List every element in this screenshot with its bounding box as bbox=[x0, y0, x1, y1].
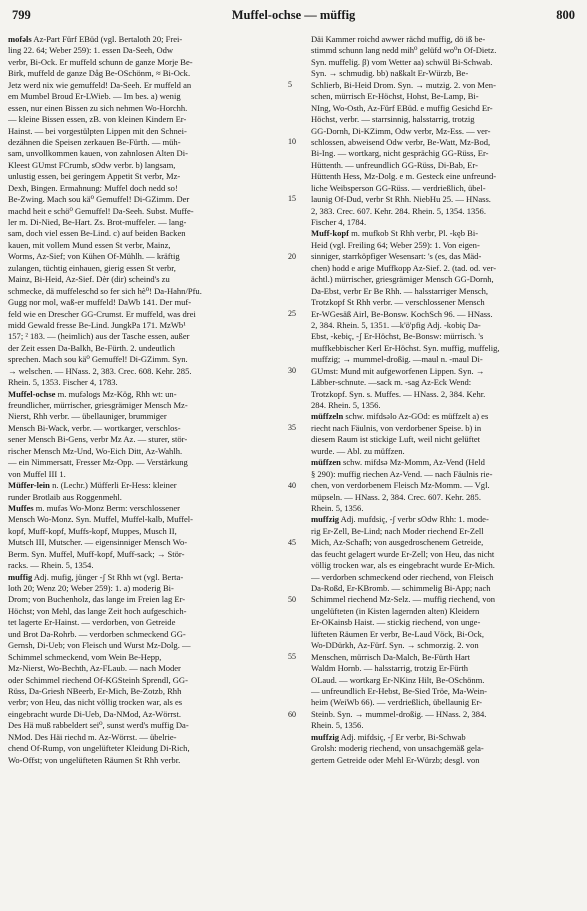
text-line: Mainz, Bi-Heid, Az-Sief. Dèr (dir) scheind's zu bbox=[8, 274, 170, 285]
right-column bbox=[311, 34, 583, 766]
text-line: → welschen. — HNass. 2, 383. Crec. 608. Kehr. 285. bbox=[8, 365, 192, 376]
text-line: Mensch Wo-Monz. Syn. Muffel, Muffel-kalb, Muffel- bbox=[8, 514, 194, 525]
text-line: Fischer 4, 1784. bbox=[311, 217, 367, 227]
text-line: Nierst, Rhh verbr. — übellauniger, brummiger bbox=[8, 411, 167, 422]
text-line: Schlierb, Bi-Heid Drom. Syn. → mutzig. 2. von Men- bbox=[311, 79, 496, 90]
text-line: Drom; von Buchenholz, das lange im Freien lag Er- bbox=[8, 594, 186, 605]
text-line: freundlicher, mürrischer, griesgrämiger Mensch Mz- bbox=[8, 400, 188, 410]
text-line: em Mumbel Broud Er-LWieb. — Im bes. a) wenig bbox=[8, 91, 181, 102]
text-line: Birk, muffeld de ganze Dåg Be-OSchönm, ≈ Bi-Ock. bbox=[8, 68, 191, 79]
text-line: liche Weibsperson GG-Rüss. — verdrießlich, übel- bbox=[311, 182, 486, 193]
text-line: Wo-DDürkh, Az-Fürf. Syn. → schmorzig. 2. von bbox=[311, 640, 479, 651]
headword: müffzen bbox=[311, 457, 341, 468]
headword: Müffer-lein bbox=[8, 480, 50, 491]
text-line: das feucht gelagert wurde Er-Zell; von Heu, das nicht bbox=[311, 548, 495, 559]
text-line: gertem Getreide oder Mehl Er-Würzb; desgl. von bbox=[311, 754, 480, 765]
text-line: Syn. → schmudig. bb) naßkalt Er-Würzb, Be- bbox=[311, 68, 469, 79]
text-line: — ein Nimmersatt, Fresser Mz-Opp. — Verstärkung bbox=[8, 457, 188, 468]
text-line: GUmst: Mund mit aufgeworfenen Lippen. Syn. → bbox=[311, 365, 485, 376]
text-line: sprechen. Mach sou kä⁰ Gemuffel! Di-GZimm. Syn. bbox=[8, 354, 188, 365]
headword: müffzeln bbox=[311, 411, 344, 422]
text-line: ler m. Di-Nied, Be-Hart. Zs. Brot-muffeler. — lang- bbox=[8, 217, 187, 227]
text-line: diesem Raum ist stickige Luft, weil nicht gelüftet bbox=[311, 434, 481, 445]
line-number: 50 bbox=[288, 595, 296, 605]
line-number: 35 bbox=[288, 423, 296, 433]
line-number: 40 bbox=[288, 480, 296, 490]
text-line: Worms, Az-Sief; von Kühen Of-Mühlh. — kräftig bbox=[8, 251, 180, 262]
text-line: Steinb. Syn. → mummel-droßig. — HNass. 2, 384. bbox=[311, 708, 487, 719]
text-line: feld wie en Drescher GG-Crumst. Er muffeld, was drei bbox=[8, 308, 196, 319]
line-number: 55 bbox=[288, 652, 296, 662]
text-line: Be-Zwing. Mach sou kä⁰ Gemuffel! Di-GZimm. Der bbox=[8, 194, 190, 205]
text-line: ächtl.) mürrischer, griesgrämiger Mensch GG-Dornh, bbox=[311, 274, 494, 285]
text-line: machd heit e schö⁰ Gemuffel! Da-Seeh. Subst. Muffe- bbox=[8, 205, 194, 216]
running-title: Muffel-ochse — müffig bbox=[231, 8, 356, 22]
text-line: Müffer-lein n. (Lechr.) Müfferli Er-Hess: kleiner bbox=[8, 480, 177, 491]
text-line: 284. Rhein. 5, 1356. bbox=[311, 400, 381, 410]
text-line: Hüttenth. — unfreundlich GG-Rüss, Di-Bab, Er- bbox=[311, 159, 478, 170]
text-line: unlustig essen, bei geringem Appetit St verbr, Mz- bbox=[8, 171, 181, 182]
text-line: Trotzkopf St Rhh verbr. — verschlossener Mensch bbox=[311, 297, 485, 308]
text-line: müffzeln schw. mifdsəlo Az-GOd: es müffzelt a) es bbox=[311, 411, 489, 422]
text-line: sener Mensch Bi-Gens, verbr Mz Az. — sturer, stör- bbox=[8, 434, 188, 445]
text-line: Ebst, -kebiç, -ʃ Er-Höchst, Be-Bonsw: mürrisch. 's bbox=[311, 331, 484, 342]
text-line: Mensch Bi-Wack, verbr. — wortkarger, verschlos- bbox=[8, 422, 181, 433]
line-number: 5 bbox=[288, 79, 292, 89]
text-line: muffzig; → mummel-droßig. —maul n. -maul Di- bbox=[311, 354, 483, 365]
text-line: runder Brotlaib aus Roggenmehl. bbox=[8, 491, 122, 502]
text-line: 2, 383. Crec. 607. Kehr. 284. Rhein. 5, 1354. 1356. bbox=[311, 205, 486, 216]
line-number: 30 bbox=[288, 366, 296, 376]
text-line: Muffes m. mufəs Wo-Monz Berm: verschlossener bbox=[8, 502, 180, 513]
text-line: Menschen, mürrisch Da-Malch, Be-Fürth Hart bbox=[311, 651, 471, 662]
text-line: rig Er-Zell, Be-Lind; nach Moder riechend Er-Zell bbox=[311, 525, 484, 536]
text-line: racks. — Rhein. 5, 1354. bbox=[8, 560, 94, 571]
text-line: Höchst; von Mehl, das lange Zeit hoch aufgeschich- bbox=[8, 605, 187, 616]
text-line: Er-WGesäß Airl, Be-Bonsw. KochSch 96. — HNass. bbox=[311, 308, 493, 319]
text-line: Muffel-ochse m. mufəlogs Mz-Kög, Rhh wt: un- bbox=[8, 388, 177, 399]
line-number: 45 bbox=[288, 537, 296, 547]
text-line: müpseln. — HNass. 2, 384. Crec. 607. Kehr. 285. bbox=[311, 491, 481, 502]
text-line: rischer Mensch Mz-Und, Wo-Eich Ditt, Az-Wahlh. bbox=[8, 445, 183, 456]
text-line: OLaud. — wortkarg Er-NKinz Hilt, Be-OSchönm. bbox=[311, 674, 485, 685]
text-line: midd Gewald fresse Be-Lind. JungkPa 171. MzWb¹ bbox=[8, 319, 186, 330]
text-line: dezähnen die Speisen zerkauen Be-Fürth. — müh- bbox=[8, 136, 181, 147]
text-line: essen, nur einen Bissen zu sich nehmen Wo-Horchh. bbox=[8, 102, 188, 113]
text-line: Da-Roßd, Er-KBromb. — schimmelig Bi-App; nach bbox=[311, 583, 491, 593]
text-line: Mz-Nierst, Wo-Bechth, Az-FLaub. — nach Moder bbox=[8, 663, 181, 674]
text-line: Mich, Az-Schafh; von ausgedroschenem Getreide, bbox=[311, 537, 484, 548]
text-line: Lä̈bber-schnute. —sack m. -sag Az-Eck Wend: bbox=[311, 377, 472, 388]
text-line: verbr, Bi-Ock. Er muffeld schunn de ganze Morje Be- bbox=[8, 56, 193, 67]
text-line: schmecke, dä muffeleschd so fer sich hè⁰! Da-Hahn/Pfu. bbox=[8, 285, 202, 296]
text-line: sinniger, starrköpfiger Wesensart: 's (es, das Mäd- bbox=[311, 251, 482, 262]
text-line: zulangen, tüchtig einhauen, gierig essen St verbr, bbox=[8, 262, 176, 273]
text-line: kopf, Muff-kopf, Muffs-kopf, Muppes, Musch II, bbox=[8, 525, 177, 536]
text-line: Däi Kammer roichd awwer rächd muffig, dö iß be- bbox=[311, 34, 486, 44]
text-line: Heid (vgl. Freiling 64; Weber 259): 1. Von eigen- bbox=[311, 239, 480, 250]
text-line: Syn. muffelig. β) vom Wetter aa) schwül Bi-Schwab. bbox=[311, 56, 493, 67]
text-line: kauen, mit vollem Mund essen St verbr, Mainz, bbox=[8, 239, 171, 250]
text-line: muffzig Adj. mufdsiç, -ʃ verbr sOdw Rhh: 1. mode- bbox=[311, 514, 489, 525]
text-line: von Muffel III 1. bbox=[8, 468, 66, 479]
text-line: oder Schimmel riechend Of-KGSteinh Sprendl, GG- bbox=[8, 674, 188, 685]
headword: Muffes bbox=[8, 502, 34, 513]
text-line: eingebracht wurde Di-Ueb, Da-NMod, Az-Wörrst. bbox=[8, 708, 182, 719]
text-line: Rhein. 5, 1353. Fischer 4, 1783. bbox=[8, 377, 118, 388]
text-line: 157; ² 183. — (heimlich) aus der Tasche essen, außer bbox=[8, 331, 190, 342]
text-line: Grolsh: moderig riechend, von unsachgemäß gela- bbox=[311, 743, 484, 754]
text-line: NMod. Des Häi riechd m. Az-Wörrst. — übelrie- bbox=[8, 731, 177, 742]
text-line: Schimmel schmeckend, vom Wein Be-Hepp, bbox=[8, 651, 162, 662]
text-line: ungelüfteten (in Kisten lagernden alten) Kleidern bbox=[311, 605, 480, 616]
line-number: 60 bbox=[288, 709, 296, 719]
text-line: 2, 384. Rhein. 5, 1351. —k'ö'pfig Adj. -kobiç Da- bbox=[311, 319, 481, 330]
text-line: der Zeit essen Da-Balkh, Be-Fürth. 2. undeutlich bbox=[8, 342, 175, 353]
text-line: Trotzkopf. Syn. s. Muffes. — HNass. 2, 384. Kehr. bbox=[311, 388, 486, 399]
text-line: chend Of-Rump, von ungelüfteter Kleidung Di-Rich, bbox=[8, 743, 190, 754]
text-line: Kleest GUmst FCrumb, sOdw verbr. b) langsam, bbox=[8, 159, 176, 170]
text-line: riecht nach Fäulnis, von verdorbener Speise. b) in bbox=[311, 422, 482, 433]
text-line: — verdorben schmeckend oder riechend, von Fleisch bbox=[311, 571, 494, 582]
text-line: Des Hä muß rabbeldert sei⁰, sunst werd's muffig Da- bbox=[8, 720, 189, 731]
text-line: Wo-Offst; von ungelüfteten Räumen St Rhh verbr. bbox=[8, 754, 181, 765]
text-line: chen, von verdorbenem Fleisch Mz-Momm. — Vgl. bbox=[311, 480, 490, 491]
text-line: Hainst. — bei vorgestülpten Lippen mit den Schnei- bbox=[8, 125, 187, 136]
text-line: Dexh, Bingen. Ermahnung: Muffel doch nedd so! bbox=[8, 182, 178, 193]
text-line: müffzen schw. mifdsə Mz-Momm, Az-Vend (Held bbox=[311, 457, 485, 468]
text-line: Gernsh, Di-Ueb; von Fleisch und Wurst Mz-Dolg. — bbox=[8, 640, 191, 651]
text-line: sam, unvollkommen kauen, von zahnlosen Alten Di- bbox=[8, 148, 188, 159]
text-line: Rhein. 5, 1356. bbox=[311, 720, 364, 731]
headword: Muffel-ochse bbox=[8, 388, 56, 399]
text-line: Gugg nor mol, waß-er muffeld! DaWb 141. Der muf- bbox=[8, 297, 192, 308]
text-line: wurde. — Abl. zu müffzen. bbox=[311, 445, 405, 456]
text-line: und Brot Da-Rohrb. — verdorben schmeckend GG- bbox=[8, 628, 186, 639]
text-line: Jetz werd nix wie gemuffeld! Da-Seeh. Er muffeld an bbox=[8, 79, 192, 90]
text-line: Er-OKainsb Haist. — stickig riechend, von unge- bbox=[311, 617, 481, 628]
line-number: 10 bbox=[288, 137, 296, 147]
text-line: muffkebbischer Kerl Er-Höchst. Syn. muffig, muffelig, bbox=[311, 342, 500, 353]
text-line: sam, doch viel essen Be-Lind. c) auf beiden Backen bbox=[8, 228, 186, 239]
headword: muffzig bbox=[311, 731, 340, 742]
text-line: muffig Adj. mufig, jünger -ʃ St Rhh wt (vgl. Berta- bbox=[8, 571, 184, 582]
text-line: völlig trocken war, als es eingebracht wurde Er-Mich. bbox=[311, 560, 495, 571]
text-line: Höchst, verbr. — starrsinnig, halsstarrig, trotzig bbox=[311, 114, 475, 125]
text-line: — kleine Bissen essen, zB. von kleinen Kindern Er- bbox=[8, 114, 187, 125]
text-line: NIng, Wo-Osth, Az-Fürf EBüd. e muffig Gesichd Er- bbox=[311, 102, 493, 113]
line-number: 20 bbox=[288, 251, 296, 261]
text-line: § 290): muffig riechen Az-Vend. — nach Fäulnis rie- bbox=[311, 468, 493, 479]
text-line: Berm. Syn. Muffel, Muff-kopf, Muff-sack; → Stör- bbox=[8, 548, 185, 559]
text-line: chen) hodd e arige Muffkopp Az-Sief. 2. (tad. od. ver- bbox=[311, 262, 497, 273]
text-line: lüfteten Räumen Er verbr, Be-Laud Vöck, Bi-Ock, bbox=[311, 628, 484, 639]
headword: muffzig bbox=[311, 514, 340, 525]
text-line: Muff-kopf m. mufkob St Rhh verbr, Pl. -kęb Bi- bbox=[311, 228, 479, 239]
left-column bbox=[8, 34, 278, 766]
text-line: Waldm Hornb. — halsstarrig, trotzig Er-Fürth bbox=[311, 663, 468, 674]
text-line: Hüttenth Hess, Mz-Dolg. e m. Gesteck eine unfreund- bbox=[311, 171, 497, 182]
text-line: schen, mürrisch Er-Höchst, Hohst, Be-Lamp, Bi- bbox=[311, 91, 479, 102]
text-line: — unfreundlich Er-Hebst, Be-Sied Tröe, Ma-Wein- bbox=[311, 685, 487, 696]
page-number-left: 799 bbox=[12, 8, 31, 22]
text-line: ling 22. 64; Weber 259): 1. essen Da-Seeh, Odw bbox=[8, 45, 174, 56]
text-line: Rhein. 5, 1356. bbox=[311, 502, 364, 513]
text-line: Bi-Ing. — wortkarg, nicht gesprächig GG-Rüss, Er- bbox=[311, 148, 489, 159]
headword: Muff-kopf bbox=[311, 228, 349, 239]
text-line: Mutsch III, Mutscher. — eigensinniger Mensch Wo- bbox=[8, 537, 188, 548]
text-line: Schimmel riechend Mz-Selz. — muffig riechend, von bbox=[311, 594, 496, 605]
text-line: schlossen, abweisend Odw verbr, Be-Watt, Mz-Bod, bbox=[311, 136, 491, 147]
text-line: mofəls Az-Part Fürf EBüd (vgl. Bertaloth 20; Frei- bbox=[8, 34, 183, 44]
text-line: muffzig Adj. mifdsiç, -ʃ Er verbr, Bi-Schwab bbox=[311, 731, 466, 742]
text-line: verbr; von Heu, das nicht völlig trocken war, als es bbox=[8, 697, 183, 708]
page-number-right: 800 bbox=[556, 8, 575, 22]
text-line: GG-Dornh, Di-KZimm, Odw verbr, Mz-Ess. — ver- bbox=[311, 125, 491, 136]
line-number: 15 bbox=[288, 194, 296, 204]
text-line: Rüss, Da-Griesh NBeerb, Er-Mich, Be-Zotzb, Rhh bbox=[8, 685, 182, 696]
text-line: loth 20; Wenz 20; Weber 259): 1. a) moderig Bi- bbox=[8, 583, 174, 593]
text-line: Da-Ebst, verbr Er Be Rhh. — halsstarriger Mensch, bbox=[311, 285, 489, 296]
headword: mofəls bbox=[8, 34, 32, 44]
text-line: stimmd schunn lang nedd mih⁰ gelüfd wo⁰n Of-Dietz. bbox=[311, 45, 497, 56]
headword: muffig bbox=[8, 571, 33, 582]
page-header bbox=[12, 8, 575, 26]
line-number: 25 bbox=[288, 308, 296, 318]
text-line: heim (WeiWb 66). — verdrießlich, übellaunig Er- bbox=[311, 697, 482, 708]
text-line: tet lagerte Er-Hainst. — verdorben, von Getreide bbox=[8, 617, 176, 628]
text-line: launig Of-Dud, verbr St Rhh. NiebHu 25. — HNass. bbox=[311, 194, 491, 205]
